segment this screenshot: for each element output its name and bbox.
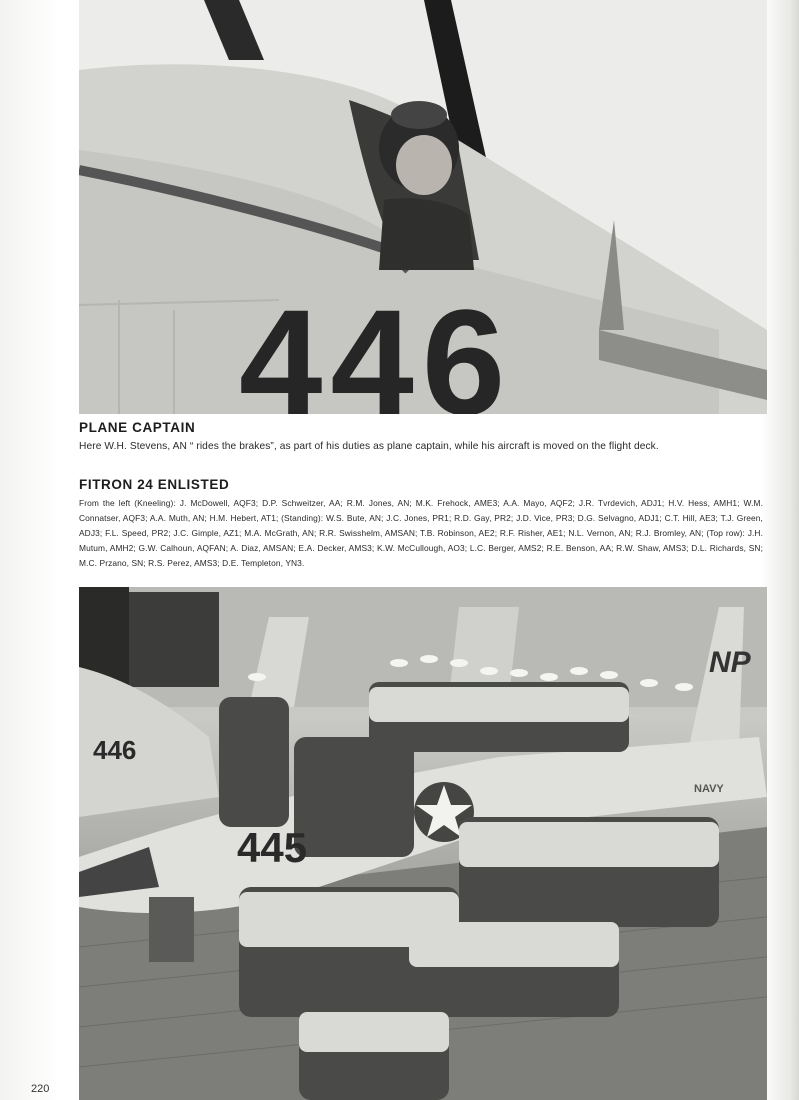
plane-captain-caption: Here W.H. Stevens, AN “ rides the brakes”, as part of his duties as plane captain, while his aircraft is moved on the flight deck. [79, 441, 659, 452]
top-aircraft-number: 446 [239, 278, 514, 414]
bottom-aircraft-number-nose: 445 [237, 824, 308, 871]
fitron-heading: FITRON 24 ENLISTED [79, 477, 230, 492]
bottom-aircraft-number-left: 446 [93, 735, 137, 765]
plane-captain-photo [79, 0, 767, 414]
plane-captain-heading: PLANE CAPTAIN [79, 420, 196, 435]
fitron-group-photo [79, 587, 767, 1100]
page-number: 220 [31, 1083, 50, 1095]
tail-code: NP [709, 646, 751, 679]
fitron-roster: From the left (Kneeling): J. McDowell, AQF3; D.P. Schweitzer, AA; R.M. Jones, AN; M.K. Frehock, AME3; A.A. Mayo, AQF2; J.R. Tvrdevich, ADJ1; H.V. Hess, AMH1; W.M. Connatser, AQF3; A.A. Muth, AN; H.M. Hebert, AT1; (Standing): W.S. Bute, AN; J.C. Jones, PR1; R.D. Gay, PR2; J.D. Vice, PR3; D.G. Selvagno, ADJ1; C.T. Hill, AE3; T.J. Green, ADJ3; F.L. Speed, PR2; J.C. Gimple, AZ1; M.A. McGrath, AN; R.R. Swisshelm, AMSAN; T.B. Robinson, AE2; R.F. Risher, AE1; N.L. Vernon, AN; R.J. Bromley, AN; (Top row): J.H. Mutum, AMH2; G.W. Calhoun, AQFAN; A. Diaz, AMSAN; E.A. Decker, AMS3; K.W. McCullough, AO3; L.C. Berger, AMS2; R.E. Benson, AA; R.W. Shaw, AMS3; D.L. Richards, SN; M.C. Przano, SN; R.S. Perez, AMS3; D.E. Templeton, YN3. [79, 498, 763, 568]
navy-marking: NAVY [694, 783, 724, 795]
